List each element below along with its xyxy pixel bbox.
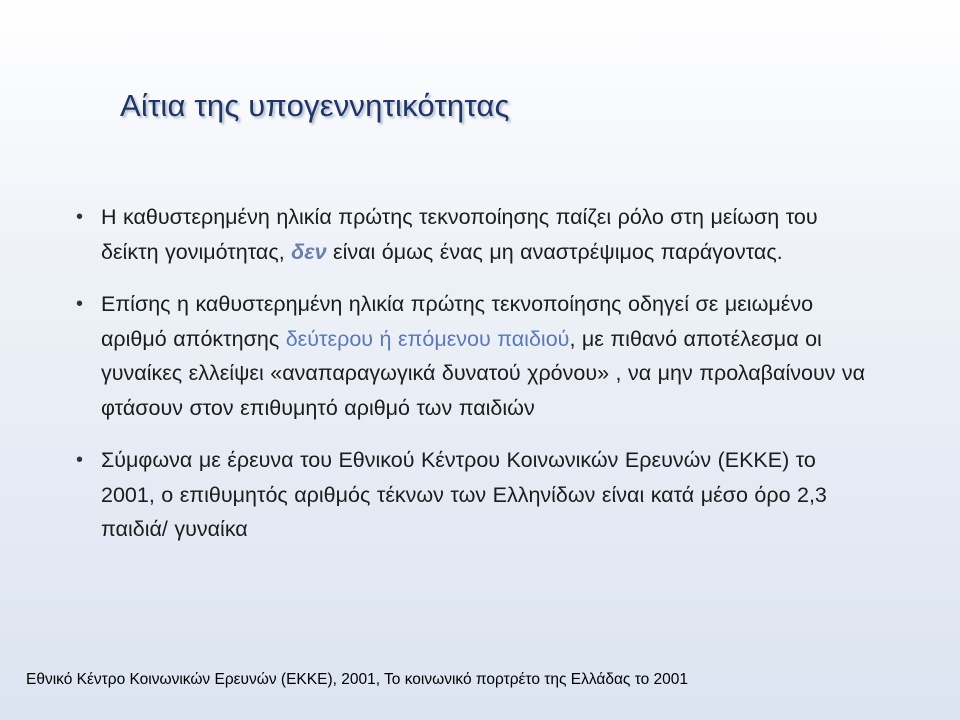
bullet-item-1 (76, 200, 876, 269)
bullet-list (76, 200, 876, 547)
highlighted-text: δεύτερου ή επόμενου παιδιού (285, 326, 570, 351)
emphasized-text: δεν (291, 239, 327, 264)
bullet-text: Επίσης η καθυστερημένη ηλικία πρώτης τεκνοποίησης οδηγεί σε μειωμένο αριθμό απόκτησης (101, 292, 814, 351)
bullet-text: Η καθυστερημένη ηλικία πρώτης τεκνοποίησης παίζει ρόλο στη μείωση του δείκτη γονιμότητας, (101, 205, 818, 264)
bullet-text: είναι όμως ένας μη αναστρέψιμος παράγοντας. (326, 239, 783, 264)
bullet-text: Σύμφωνα με έρευνα του Εθνικού Κέντρου Κοινωνικών Ερευνών (ΕΚΚΕ) το 2001, ο επιθυμητός αριθμός τέκνων των Ελληνίδων είναι κατά μέσο όρο 2,3 παιδιά/ γυναίκα (101, 448, 827, 541)
bullet-item-2 (76, 287, 876, 425)
bullet-dot-icon: • (76, 449, 84, 471)
slide-title: Αίτια της υπογεννητικότητας (120, 88, 510, 123)
bullet-item-3 (76, 443, 876, 547)
source-citation: Εθνικό Κέντρο Κοινωνικών Ερευνών (ΕΚΚΕ), 2001, Το κοινωνικό πορτρέτο της Ελλάδας το 2001 (26, 671, 689, 688)
bullet-text: , με πιθανό αποτέλεσμα οι γυναίκες ελλείψει «αναπαραγωγικά δυνατού χρόνου» , να μην προλαβαίνουν να φτάσουν στον επιθυμητό αριθμό των παιδιών (101, 326, 866, 420)
bullet-dot-icon: • (76, 206, 84, 228)
bullet-dot-icon: • (76, 293, 84, 315)
